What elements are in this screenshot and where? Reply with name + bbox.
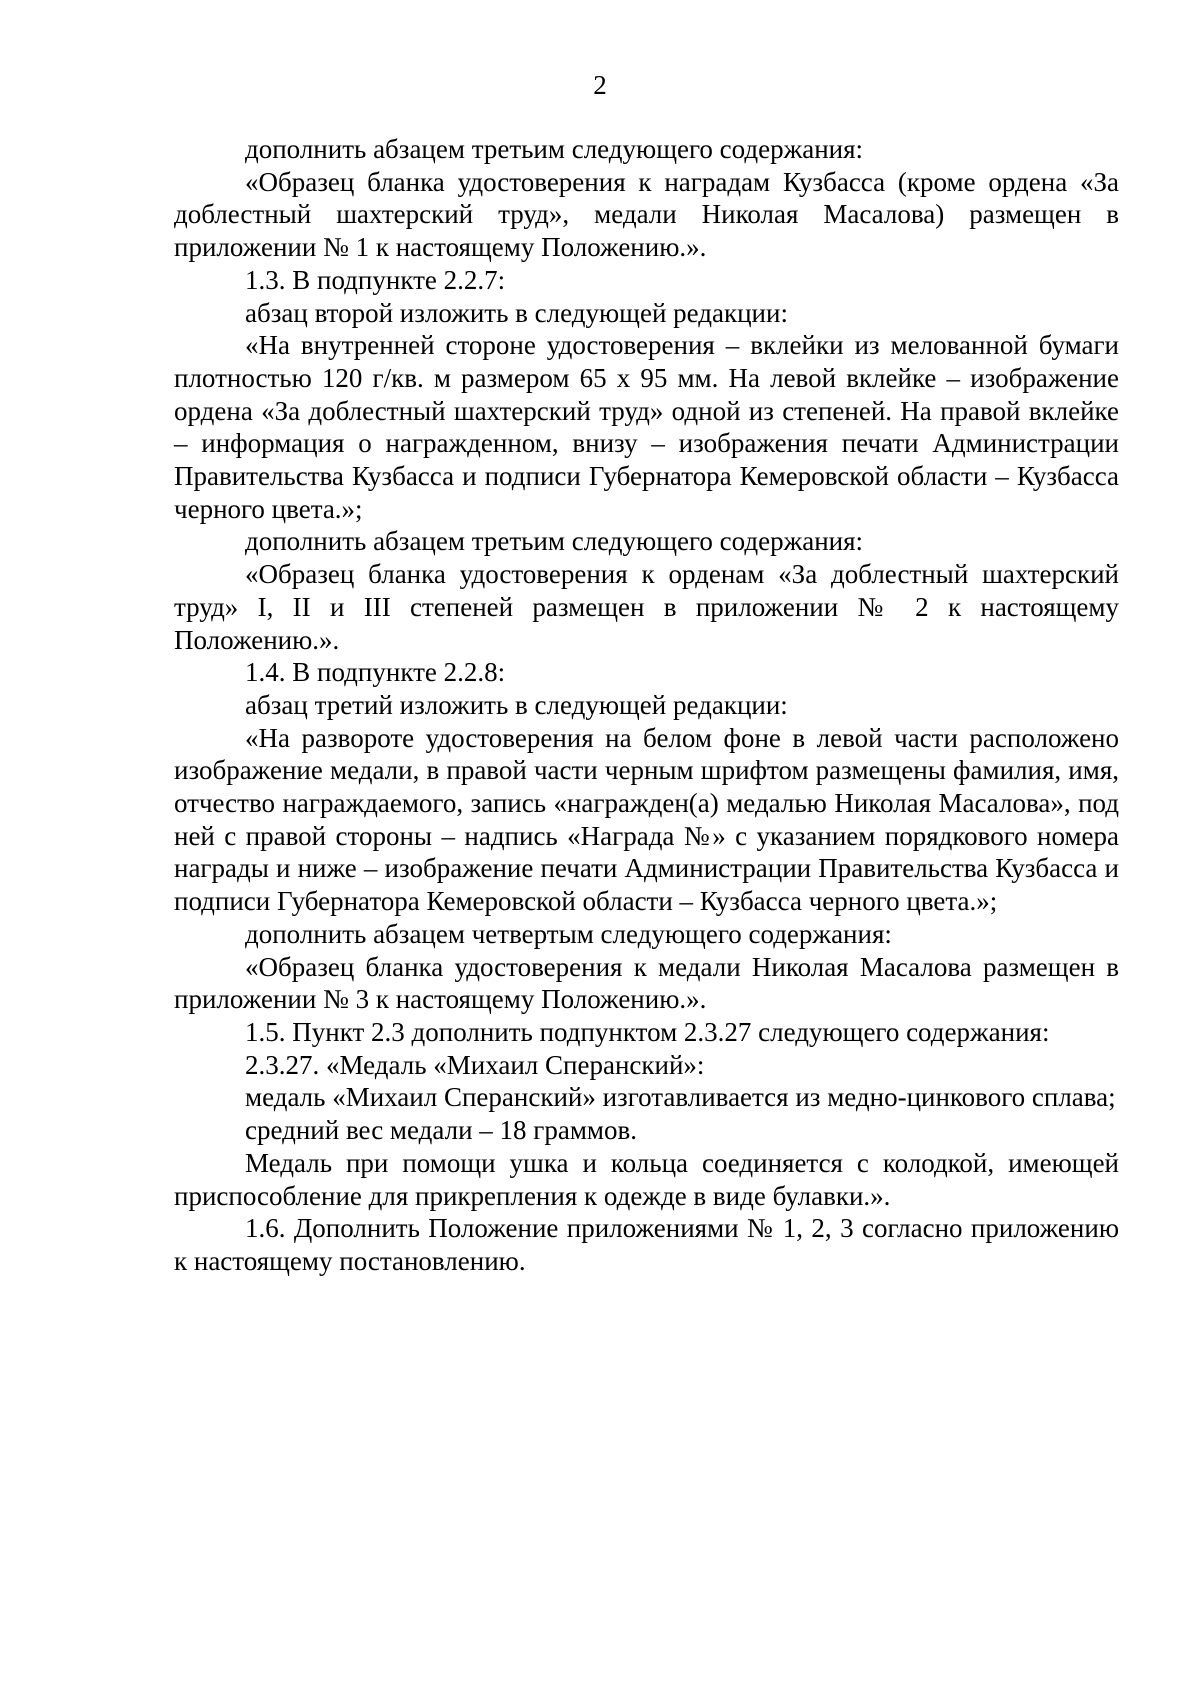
- paragraph: 1.3. В подпункте 2.2.7:: [245, 264, 506, 295]
- paragraph: Медаль при помощи ушка и кольца соединяется с колодкой, имеющей приспособление для прикрепления к одежде в виде булавки.».: [174, 1147, 1119, 1211]
- paragraph: «На внутренней стороне удостоверения – вклейки из мелованной бумаги плотностью 120 г/кв. м размером 65 х 95 мм. На левой вклейке – изображение ордена «За доблестный шахтерский труд» одной из степеней. На правой вклейке – информация о награжденном, внизу – изображения печати Администрации Правительства Кузбасса и подписи Губернатора Кемеровской области – Кузбасса черного цвета.»;: [174, 330, 1119, 524]
- page-number: 2: [593, 70, 607, 100]
- paragraph: абзац третий изложить в следующей редакции:: [245, 689, 788, 720]
- paragraph: «Образец бланка удостоверения к наградам Кузбасса (кроме ордена «За доблестный шахтерский труд», медали Николая Масалова) размещен в приложении № 1 к настоящему Положению.».: [174, 166, 1119, 263]
- document-body: [174, 133, 1119, 1278]
- paragraph: дополнить абзацем третьим следующего содержания:: [245, 134, 864, 164]
- paragraph: дополнить абзацем третьим следующего содержания:: [245, 526, 864, 557]
- paragraph: 1.6. Дополнить Положение приложениями № 1, 2, 3 согласно приложению к настоящему постановлению.: [174, 1213, 1119, 1276]
- paragraph: «Образец бланка удостоверения к медали Николая Масалова размещен в приложении № 3 к настоящему Положению.».: [174, 951, 1119, 1015]
- paragraph: дополнить абзацем четвертым следующего содержания:: [245, 918, 892, 949]
- paragraph: медаль «Михаил Сперанский» изготавливается из медно-цинкового сплава;: [245, 1082, 1116, 1113]
- paragraph: «На развороте удостоверения на белом фоне в левой части расположено изображение медали, в правой части черным шрифтом размещены фамилия, имя, отчество награждаемого, запись «награжден(а) медалью Николая Масалова», под ней с правой стороны – надпись «Награда №» с указанием порядкового номера награды и ниже – изображение печати Администрации Правительства Кузбасса и подписи Губернатора Кемеровской области – Кузбасса черного цвета.»;: [174, 722, 1119, 917]
- paragraph: средний вес медали – 18 граммов.: [245, 1115, 638, 1146]
- paragraph: абзац второй изложить в следующей редакции:: [245, 297, 788, 328]
- paragraph: 2.3.27. «Медаль «Михаил Сперанский»:: [245, 1049, 705, 1080]
- paragraph: «Образец бланка удостоверения к орденам «За доблестный шахтерский труд» I, II и III степеней размещен в приложении № 2 к настоящему Положению.».: [174, 559, 1119, 655]
- paragraph: 1.5. Пункт 2.3 дополнить подпунктом 2.3.27 следующего содержания:: [245, 1016, 1050, 1047]
- paragraph: 1.4. В подпункте 2.2.8:: [245, 657, 506, 688]
